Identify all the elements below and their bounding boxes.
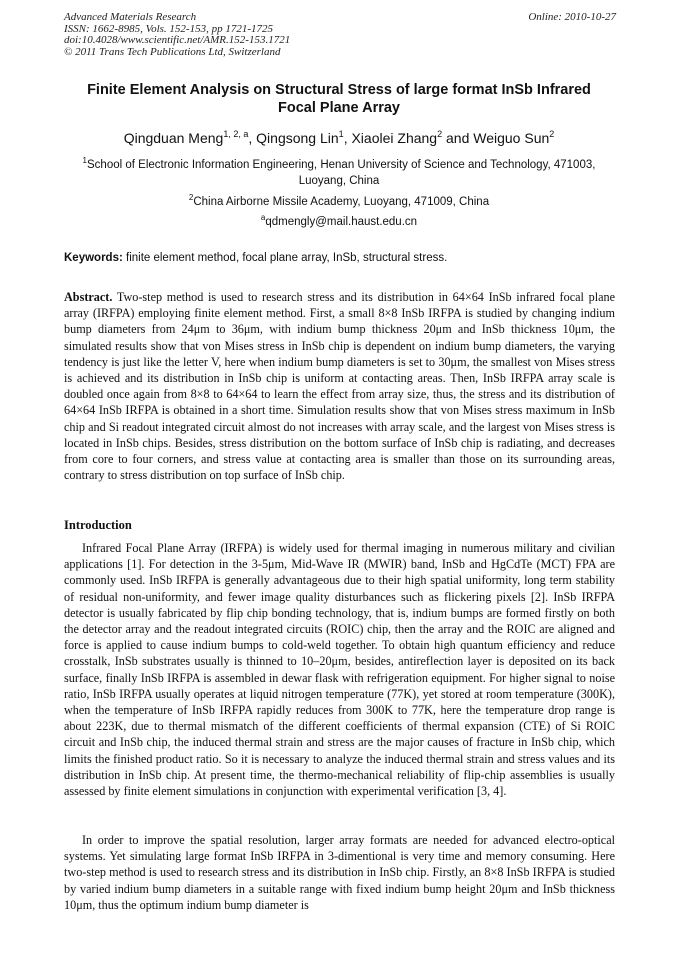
author-name: Xiaolei Zhang [351,130,438,146]
abstract-text: Two-step method is used to research stress and its distribution in 64×64 InSb infrared focal plane array (IRFPA) employing finite element method. First, a small 8×8 InSb IRFPA is studied by changing indium bump diameters from 24μm to 36μm, with indium bump thickness 20μm and InSb thickness 10μm, the simulated results show that von Mises stress in InSb chip is dependent on indium bump diameters, the varying tendency is just like the letter V, here when indium bump diameters is set to 30μm, the smallest von Mises stress is achieved and its distribution in InSb chip is uniform at contacting areas. Then, InSb IRFPA array scale is doubled once again from 8×8 to 64×64 to learn the effect from array size, thus, the stress and its distribution of 64×64 InSb IRFPA is obtained in a short time. Simulation results show that von Mises stress maximum in InSb chip and Si readout integrated circuit almost do not increases with array scale, and the largest von Mises stress is located in InSb chips. Besides, stress distribution on the bottom surface of InSb chip is radiating, and decreases from core to four corners, and stress value at contacting area is smaller than those on its surrounding areas, contrary to stress distribution on top surface of InSb chip. [64,290,616,483]
author-affiliation-mark: 2 [549,129,555,139]
journal-name: Advanced Materials Research [64,11,197,23]
affiliation-1 [60,157,618,189]
section-heading-introduction: Introduction [64,518,132,532]
intro-paragraph-2: In order to improve the spatial resolution, larger array formats are needed for advanced electro-optical systems. Yet simulating large format InSb IRFPA in 3-dimentional is very time and memory consuming. Here two-step method is used to research stress and its distribution in InSb chip. Firstly, an 8×8 InSb IRFPA is studied by varied indium bump diameters in a suitable range with fixed indium bump height 20μm and InSb thickness 10μm, thus the optimum indium bump diameter is [64,833,615,912]
author-affiliation-mark: 2 [437,129,443,139]
email-text: qdmengly@mail.haust.edu.cn [265,216,418,228]
author-name: Qingduan Meng [123,130,224,146]
keywords-label: Keywords: [64,252,123,264]
keywords [64,250,616,266]
intro-paragraph-1: Infrared Focal Plane Array (IRFPA) is widely used for thermal imaging in numerous military and civilian applications [1]. For detection in the 3-5μm, Mid-Wave IR (MWIR) band, InSb and HgCdTe (MCT) FPA are commonly used. InSb IRFPA is generally advantageous due to their high spatial uniformity, long term stability of residual non-uniformity, and fewer image quality disturbances such as flickering pixels [2]. InSb IRFPA detector is usually fabricated by flip chip bonding technology, that is, indium bumps are formed firstly on both the detector array and the readout integrated circuits (ROIC) chip, then the array and the ROIC are aligned and force is applied to cause indium bumps to cold-weld together. To obtain high quantum efficiency and reduce crosstalk, InSb substrates usually is thinned to 10–20μm, besides, antireflection layer is deposited on its back surface, finally InSb IRFPA is assembled in dewar flask with refrigeration equipment. For higher signal to noise ratio, InSb IRFPA usually operates at liquid nitrogen temperature (77K), yet stored at room temperature (300K), when the temperature of InSb IRFPA rapidly reduces from 300K to 77K, here the temperature drop range is about 223K, due to thermal mismatch of the different coefficients of thermal expansion (CTE) of Si ROIC circuit and InSb chip, the induced thermal strain and stress are the major causes of fracture in InSb chip, which limits the finished product ratio. So it is necessary to analyze the induced thermal strain and stress values and its distribution in InSb chip. At present time, the thermo-mechanical reliability of flip-chip assemblies is usually assessed by finite element simulations in conjunction with experimental verification [3, 4]. [64,541,615,799]
paper-title: Finite Element Analysis on Structural Stress of large format InSb Infrared Focal Plane Array [87,82,591,116]
author-list [40,129,638,147]
doi: doi:10.4028/www.scientific.net/AMR.152-153.1721 [64,34,291,46]
author-email [60,214,618,230]
author-name: Weiguo Sun [473,130,550,146]
affiliation-mark: a [260,213,266,222]
author-separator: , [248,130,257,146]
copyright: © 2011 Trans Tech Publications Ltd, Switzerland [64,45,281,58]
affiliation-mark: 2 [188,193,194,202]
author-name: Qingsong Lin [256,130,339,146]
author-affiliation-mark: 1 [338,129,344,139]
affiliation-text: School of Electronic Information Engineering, Henan University of Science and Technology, 471003, Luoyang, China [87,159,596,187]
author-separator: and [442,130,474,146]
author-affiliation-mark: 1, 2, a [223,129,249,139]
affiliation-text: China Airborne Missile Academy, Luoyang, 471009, China [193,196,490,208]
issn: ISSN: 1662-8985, Vols. 152-153, pp 1721-1725 [64,22,273,35]
affiliation-2 [60,194,618,210]
author-separator: , [343,130,352,146]
online-date: Online: 2010-10-27 [528,11,616,23]
journal-header [64,12,616,58]
keywords-text: finite element method, focal plane array, InSb, structural stress. [126,252,448,264]
affiliation-mark: 1 [82,156,87,165]
abstract-label: Abstract. [64,290,113,304]
abstract [64,289,615,483]
